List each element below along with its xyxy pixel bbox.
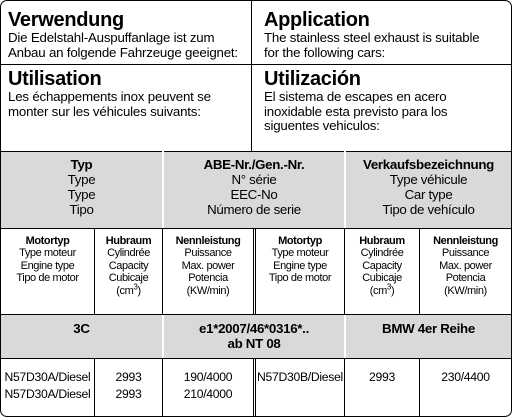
- sub-nennleistung-line: Potencia: [188, 272, 228, 285]
- row-divider: [255, 358, 256, 416]
- sub-hubraum-line: Capacity: [108, 259, 149, 272]
- table-row-right-1-leistung: 230/4400: [441, 370, 490, 384]
- vehicle-verkauf: [346, 321, 511, 336]
- intro-fr: [8, 69, 248, 119]
- sub-nennleistung-line: Puissance: [184, 247, 232, 260]
- table-row-right-1-motor: N57D30B/Diesel: [257, 370, 343, 384]
- vehicle-typ: [1, 321, 162, 336]
- intro-en: [264, 10, 504, 60]
- vehicle-abe: [164, 321, 344, 351]
- table-row-left-2-hubraum: 2993: [115, 387, 142, 401]
- table-row-left-1-motor: N57D30A/Diesel: [4, 370, 91, 384]
- sub-hubraum-line: Cubicaje: [362, 272, 402, 285]
- sub-motortyp-line: Tipo de motor: [268, 272, 332, 285]
- vehicle-abe-line: e1*2007/46*0316*..: [199, 321, 309, 336]
- sub-motortyp-line: Engine type: [20, 259, 75, 272]
- header-band-bottom-rule: [1, 228, 511, 229]
- table-row-left-1-hubraum: 2993: [115, 370, 142, 384]
- sub-nennleistung-line: Potencia: [445, 272, 486, 285]
- header-abe-line: N° série: [231, 172, 277, 187]
- header-typ: [1, 157, 162, 217]
- intro-de: [8, 10, 248, 60]
- intro-en-line: for the following cars:: [264, 44, 386, 60]
- sub-motortyp-line: Type moteur: [19, 247, 76, 260]
- header-verkauf-title: Verkaufsbezeichnung: [362, 157, 494, 172]
- intro-inner-divider-right: [251, 64, 511, 65]
- header-verkauf: [346, 157, 511, 217]
- intro-de-title: Verwendung: [8, 9, 124, 31]
- sub-nennleistung-line: (KW/min): [186, 284, 230, 297]
- intro-fr-line: Les échappements inox peuvent se: [8, 89, 211, 104]
- intro-es: [264, 69, 509, 134]
- intro-inner-divider-left: [1, 64, 251, 65]
- intro-fr-line: monter sur les véhicules suivants:: [8, 103, 201, 119]
- vehicle-typ-value: 3C: [73, 321, 90, 336]
- intro-de-line: Anbau an folgende Fahrzeuge geeignet:: [8, 44, 238, 60]
- sub-hubraum-line: Cubicaje: [108, 272, 149, 285]
- table-row-right-1-hubraum: 2993: [369, 370, 395, 384]
- sub-nennleistung-line: Max. power: [181, 259, 235, 272]
- sub-motortyp-right: [256, 235, 344, 285]
- row-divider: [344, 358, 345, 416]
- row-divider: [419, 358, 420, 416]
- header-typ-title: Typ: [70, 157, 93, 172]
- sub-nennleistung-line: (KW/min): [444, 284, 487, 297]
- header-typ-line: Type: [67, 187, 96, 202]
- header-abe-line: EEC-No: [230, 187, 278, 202]
- sub-hubraum-line: Cylindrée: [360, 247, 404, 260]
- vehicle-verkauf-value: BMW 4er Reihe: [382, 321, 475, 336]
- intro-es-line: inoxidable esta previsto para los: [264, 103, 448, 119]
- intro-es-line: El sistema de escapes en acero: [264, 89, 447, 104]
- table-row-left-2-leistung: 210/4000: [183, 387, 233, 401]
- header-abe-line: Número de serie: [207, 202, 301, 217]
- sub-hubraum-title: Hubraum: [105, 235, 152, 247]
- vehicle-abe-line: ab NT 08: [227, 336, 281, 351]
- sub-hubraum-unit: $(cm^3)$: [369, 281, 395, 297]
- intro-es-title: Utilización: [264, 68, 361, 90]
- row-divider: [253, 358, 254, 416]
- sub-divider: [253, 228, 254, 314]
- table-row-left-2-motor: N57D30A/Diesel: [4, 387, 91, 401]
- sub-motortyp-line: Tipo de motor: [16, 272, 79, 285]
- header-abe-title: ABE-Nr./Gen.-Nr.: [203, 157, 305, 172]
- sub-hubraum-left: [95, 235, 162, 297]
- header-verkauf-line: Car type: [404, 187, 453, 202]
- sub-motortyp-left: [1, 235, 94, 285]
- header-verkauf-line: Tipo de vehículo: [382, 202, 475, 217]
- sub-motortyp-line: Engine type: [273, 259, 327, 272]
- sub-motortyp-title: Motortyp: [25, 235, 70, 247]
- sub-nennleistung-title: Nennleistung: [433, 235, 498, 247]
- header-typ-line: Tipo: [69, 202, 94, 217]
- intro-en-title: Application: [264, 9, 370, 31]
- sub-motortyp-line: Type moteur: [271, 247, 329, 260]
- sub-nennleistung-line: Max. power: [439, 259, 492, 272]
- sub-nennleistung-title: Nennleistung: [175, 235, 241, 247]
- sub-hubraum-line: Cylindrée: [107, 247, 150, 260]
- intro-fr-title: Utilisation: [8, 68, 102, 90]
- sub-hubraum-title: Hubraum: [359, 235, 405, 247]
- sub-motortyp-title: Motortyp: [278, 235, 322, 247]
- sub-nennleistung-line: Puissance: [441, 247, 490, 260]
- intro-es-line: siguentes vehiculos:: [264, 118, 380, 133]
- header-typ-line: Type: [67, 172, 96, 187]
- header-abe: [164, 157, 344, 217]
- intro-en-line: The stainless steel exhaust is suitable: [264, 30, 480, 45]
- table-row-left-1-leistung: 190/4000: [183, 370, 233, 384]
- sub-nennleistung-right: [420, 235, 511, 297]
- header-verkauf-line: Type véhicule: [389, 172, 468, 187]
- sub-hubraum-right: [345, 235, 419, 297]
- sub-hubraum-unit: $(cm^3)$: [116, 281, 141, 297]
- sub-hubraum-line: Capacity: [362, 259, 402, 272]
- intro-de-line: Die Edelstahl-Auspuffanlage ist zum: [8, 30, 215, 45]
- sub-nennleistung-left: [163, 235, 253, 297]
- intro-divider: [251, 1, 252, 151]
